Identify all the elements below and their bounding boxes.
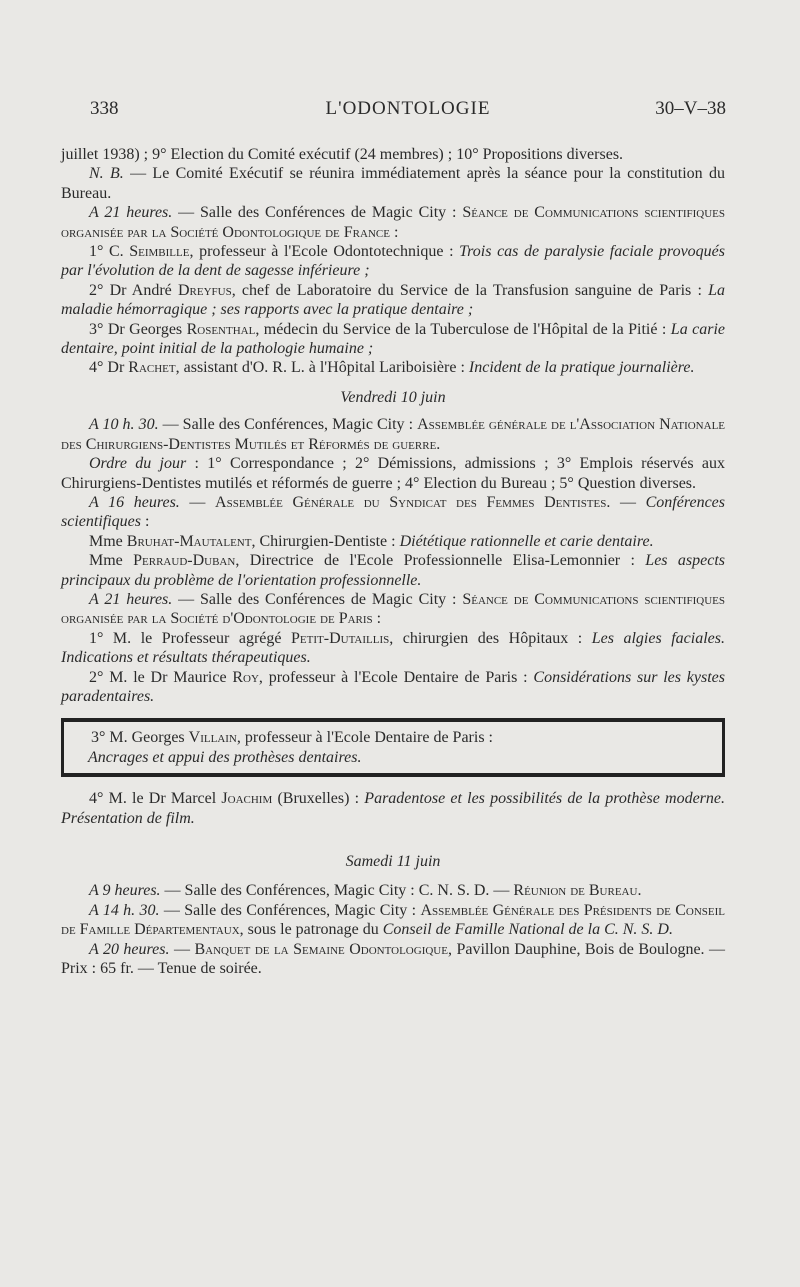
text: , professeur à l'Ecole Dentaire de Paris : [258, 668, 534, 686]
text: , médecin du Service de la Tuberculose de l'Hôpital de la Pitié : [255, 320, 671, 338]
paragraph [61, 242, 725, 281]
talk-title: Trois cas de paralysie faciale provoqués par l'évolution de la dent de sagesse inférieure ; [61, 243, 725, 280]
text: Banquet de la Semaine Odontologique [194, 940, 448, 958]
text: A 20 heures. [89, 940, 170, 958]
talk-title: La maladie hémorragique ; ses rapports avec la pratique dentaire ; [61, 281, 725, 319]
text: juillet 1938) ; 9° Election du Comité exécutif (24 membres) ; 10° Propositions diverses. [61, 146, 624, 163]
text: 1° M. le Professeur agrégé [89, 629, 292, 647]
talk-title: Diététique rationnelle et carie dentaire. [399, 532, 654, 550]
box-top-rule [61, 718, 725, 722]
paragraph [61, 551, 725, 590]
author-name: Seimbille [129, 243, 190, 261]
text: — [179, 493, 216, 511]
paragraph [88, 748, 712, 767]
paragraph [61, 901, 725, 940]
text: — [610, 493, 646, 511]
author-name: Perraud-Duban [133, 552, 236, 570]
text: Séance de Communications scientifiques organisée par la Société d'Odontologie de Paris : [61, 590, 726, 628]
paragraph [61, 281, 725, 320]
talk-title: Paradentose et les possibilités de la prothèse moderne. Présentation de film. [61, 790, 725, 827]
paragraph [61, 454, 725, 493]
author-name: Roy [232, 668, 259, 686]
text: Assemblée Générale du Syndicat des Femmes Dentistes. [215, 493, 611, 511]
text: — Salle des Conférences de Magic City : [172, 590, 463, 608]
paragraph [61, 415, 725, 454]
text: Mme [89, 532, 127, 550]
author-name: Villain [188, 729, 237, 747]
text: Ordre du jour [89, 455, 187, 473]
text: (Bruxelles) : [272, 790, 365, 808]
paragraph [61, 145, 725, 164]
text: Assemblée Générale des Présidents de Conseil de Famille Départementaux [61, 901, 725, 939]
paragraph [61, 881, 725, 900]
running-header [90, 94, 726, 124]
text: Conférences scientifiques [61, 493, 726, 531]
author-name: Petit-Dutaillis [291, 629, 390, 647]
page-number: 338 [90, 98, 119, 119]
paragraph [61, 320, 725, 359]
text: — Salle des Conférences, Magic City : [159, 901, 421, 919]
text: : [140, 513, 150, 531]
day-heading: Vendredi 10 juin [340, 388, 446, 406]
text: A 9 heures. [89, 882, 161, 900]
text: 4° M. le Dr Marcel [89, 790, 222, 808]
text: A 14 h. 30. [89, 901, 160, 919]
paragraph [61, 164, 725, 203]
paragraph [88, 728, 712, 747]
day-heading: Samedi 11 juin [345, 853, 441, 870]
text: A 21 heures. [89, 590, 173, 608]
body-text [61, 145, 725, 978]
text: , Chirurgien-Dentiste : [251, 532, 400, 550]
text: 3° Dr Georges [89, 320, 187, 338]
box-bottom-rule [61, 773, 725, 777]
text: — Le Comité Exécutif se réunira immédiatement après la séance pour la constitution du Bureau. [61, 165, 726, 202]
author-name: Rachet [128, 359, 176, 377]
text: N. B. [89, 165, 124, 183]
text: — [169, 940, 195, 958]
talk-title: La carie dentaire, point initial de la pathologie humaine ; [61, 320, 725, 358]
text: , Directrice de l'Ecole Professionnelle Elisa-Lemonnier : [235, 552, 646, 570]
text: Séance de Communications scientifiques organisée par la Société Odontologique de France : [61, 204, 726, 241]
text: , professeur à l'Ecole Odontotechnique : [189, 243, 460, 261]
journal-title: L'ODONTOLOGIE [325, 98, 491, 119]
author-name: Bruhat-Mautalent [126, 532, 252, 550]
text: Réunion de Bureau. [513, 882, 642, 900]
author-name: Rosenthal [186, 320, 256, 338]
text: Mme [89, 552, 134, 570]
paragraph [61, 358, 725, 377]
text: — Salle des Conférences, Magic City : [158, 416, 418, 434]
text: 2° M. le Dr Maurice [89, 668, 233, 686]
text: , professeur à l'Ecole Dentaire de Paris : [236, 729, 493, 747]
text: Conseil de Famille National de la C. N. S. D. [382, 921, 673, 939]
text: A 16 heures. [89, 493, 180, 511]
paragraph [61, 789, 725, 828]
talk-title: Ancrages et appui des prothèses dentaires. [88, 748, 362, 766]
issue-date: 30–V–38 [655, 98, 726, 119]
text: , sous le patronage du [239, 921, 383, 939]
text: 4° Dr [89, 359, 129, 377]
text: A 10 h. 30. [89, 416, 159, 434]
text: 2° Dr André [89, 281, 178, 299]
paragraph [61, 629, 725, 668]
paragraph [61, 668, 725, 707]
text: A 21 heures. [89, 204, 173, 222]
text: , chirurgien des Hôpitaux : [389, 629, 592, 647]
text: — Salle des Conférences de Magic City : [172, 204, 463, 222]
text: , chef de Laboratoire du Service de la Transfusion sanguine de Paris : [231, 281, 709, 299]
boxed-entry [61, 718, 725, 777]
talk-title: Les aspects principaux du problème de l'orientation professionnelle. [61, 552, 725, 589]
paragraph [61, 940, 725, 979]
text: , assistant d'O. R. L. à l'Hôpital Lariboisière : [175, 359, 469, 377]
text: — Salle des Conférences, Magic City : C. N. S. D. — [160, 882, 514, 900]
text: Assemblée générale de l'Association Nationale des Chirurgiens-Dentistes Mutilés et Réformés de guerre. [61, 416, 726, 453]
paragraph [61, 203, 725, 242]
talk-title: Les algies faciales. Indications et résultats thérapeutiques. [61, 629, 726, 667]
author-name: Joachim [221, 790, 273, 808]
text: 1° C. [89, 243, 130, 261]
paragraph [61, 532, 725, 551]
text: 3° M. Georges [91, 729, 189, 747]
paragraph [61, 493, 725, 532]
talk-title: Considérations sur les kystes paradentaires. [61, 668, 725, 705]
text: : 1° Correspondance ; 2° Démissions, admissions ; 3° Emplois réservés aux Chirurgiens-Dentistes mutilés et réformés de guerre ; 4° Election du Bureau ; 5° Question diverses. [61, 455, 725, 492]
text: , Pavillon Dauphine, Bois de Boulogne. — Prix : 65 fr. — Tenue de soirée. [61, 940, 726, 978]
paragraph [61, 590, 725, 629]
author-name: Dreyfus [177, 281, 232, 299]
talk-title: Incident de la pratique journalière. [468, 359, 695, 377]
